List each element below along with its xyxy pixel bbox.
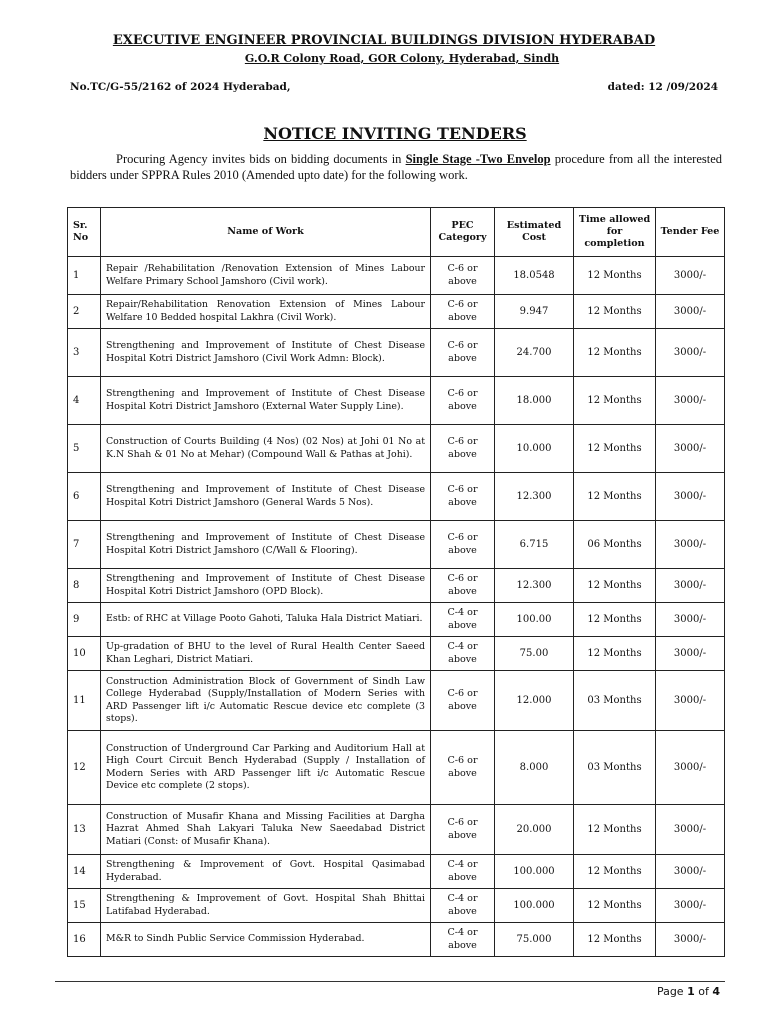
- cell-sr-no: 8: [68, 569, 101, 603]
- cell-tender-fee: 3000/-: [656, 855, 725, 889]
- cell-tender-fee: 3000/-: [656, 257, 725, 295]
- cell-name-of-work: Construction of Musafir Khana and Missing Facilities at Dargha Hazrat Ahmed Shah Lakyari Taluka New Saeedabad District Matiari (Const: of Musafir Khana).: [101, 805, 431, 855]
- table-row: [68, 805, 725, 855]
- cell-pec-category: C-6 or above: [431, 473, 495, 521]
- cell-estimated-cost: 75.00: [495, 637, 574, 671]
- cell-name-of-work: Up-gradation of BHU to the level of Rural Health Center Saeed Khan Leghari, District Matiari.: [101, 637, 431, 671]
- cell-name-of-work: Strengthening and Improvement of Institute of Chest Disease Hospital Kotri District Jamshoro (Civil Work Admn: Block).: [101, 329, 431, 377]
- cell-pec-category: C-4 or above: [431, 637, 495, 671]
- cell-time-allowed: 12 Months: [574, 569, 656, 603]
- cell-sr-no: 16: [68, 923, 101, 957]
- cell-estimated-cost: 100.00: [495, 603, 574, 637]
- cell-time-allowed: 12 Months: [574, 425, 656, 473]
- cell-tender-fee: 3000/-: [656, 671, 725, 731]
- table-row: [68, 425, 725, 473]
- cell-name-of-work: Strengthening & Improvement of Govt. Hospital Shah Bhittai Latifabad Hyderabad.: [101, 889, 431, 923]
- cell-time-allowed: 12 Months: [574, 923, 656, 957]
- footer-divider: [55, 981, 725, 982]
- cell-tender-fee: 3000/-: [656, 603, 725, 637]
- header-estimated-cost: Estimated Cost: [495, 208, 574, 257]
- cell-estimated-cost: 8.000: [495, 731, 574, 805]
- cell-time-allowed: 06 Months: [574, 521, 656, 569]
- cell-name-of-work: Repair/Rehabilitation Renovation Extension of Mines Labour Welfare 10 Bedded hospital Lakhra (Civil Work).: [101, 295, 431, 329]
- cell-pec-category: C-6 or above: [431, 257, 495, 295]
- cell-name-of-work: Strengthening & Improvement of Govt. Hospital Qasimabad Hyderabad.: [101, 855, 431, 889]
- cell-estimated-cost: 12.300: [495, 473, 574, 521]
- table-header-row: [68, 208, 725, 257]
- cell-tender-fee: 3000/-: [656, 377, 725, 425]
- cell-pec-category: C-6 or above: [431, 671, 495, 731]
- cell-name-of-work: Estb: of RHC at Village Pooto Gahoti, Taluka Hala District Matiari.: [101, 603, 431, 637]
- cell-time-allowed: 12 Months: [574, 295, 656, 329]
- table-body: [68, 257, 725, 957]
- page-of: of: [698, 985, 709, 998]
- cell-tender-fee: 3000/-: [656, 637, 725, 671]
- cell-sr-no: 4: [68, 377, 101, 425]
- table-row: [68, 671, 725, 731]
- page-number: [657, 985, 720, 998]
- cell-tender-fee: 3000/-: [656, 425, 725, 473]
- cell-name-of-work: Strengthening and Improvement of Institute of Chest Disease Hospital Kotri District Jamshoro (C/Wall & Flooring).: [101, 521, 431, 569]
- cell-estimated-cost: 20.000: [495, 805, 574, 855]
- cell-estimated-cost: 100.000: [495, 889, 574, 923]
- reference-number: No.TC/G-55/2162 of 2024 Hyderabad,: [70, 81, 291, 93]
- cell-tender-fee: 3000/-: [656, 569, 725, 603]
- cell-pec-category: C-6 or above: [431, 425, 495, 473]
- page-current: 1: [687, 985, 695, 998]
- intro-text-2: procedure from all the interested bidders under SPPRA Rules 2010 (Amended upto date) for the following work.: [70, 152, 723, 182]
- cell-estimated-cost: 24.700: [495, 329, 574, 377]
- table-row: [68, 923, 725, 957]
- cell-pec-category: C-6 or above: [431, 805, 495, 855]
- cell-name-of-work: Construction of Underground Car Parking and Auditorium Hall at High Court Circuit Bench Hyderabad (Supply / Installation of Modern Series with ARD Passenger lift i/c Automatic Rescue Device etc complete (2 stops).: [101, 731, 431, 805]
- table-row: [68, 637, 725, 671]
- cell-pec-category: C-4 or above: [431, 855, 495, 889]
- cell-sr-no: 9: [68, 603, 101, 637]
- cell-time-allowed: 12 Months: [574, 329, 656, 377]
- cell-tender-fee: 3000/-: [656, 731, 725, 805]
- cell-sr-no: 11: [68, 671, 101, 731]
- cell-name-of-work: Strengthening and Improvement of Institute of Chest Disease Hospital Kotri District Jamshoro (General Wards 5 Nos).: [101, 473, 431, 521]
- cell-pec-category: C-6 or above: [431, 569, 495, 603]
- cell-sr-no: 15: [68, 889, 101, 923]
- cell-tender-fee: 3000/-: [656, 473, 725, 521]
- cell-sr-no: 12: [68, 731, 101, 805]
- cell-sr-no: 2: [68, 295, 101, 329]
- cell-estimated-cost: 12.000: [495, 671, 574, 731]
- cell-sr-no: 10: [68, 637, 101, 671]
- cell-pec-category: C-6 or above: [431, 295, 495, 329]
- cell-sr-no: 6: [68, 473, 101, 521]
- table-row: [68, 329, 725, 377]
- cell-estimated-cost: 10.000: [495, 425, 574, 473]
- page-total: 4: [712, 985, 720, 998]
- table-row: [68, 473, 725, 521]
- cell-time-allowed: 12 Months: [574, 473, 656, 521]
- cell-sr-no: 1: [68, 257, 101, 295]
- cell-estimated-cost: 75.000: [495, 923, 574, 957]
- cell-time-allowed: 12 Months: [574, 377, 656, 425]
- cell-time-allowed: 12 Months: [574, 257, 656, 295]
- table-row: [68, 521, 725, 569]
- page-label: Page: [656, 985, 684, 998]
- intro-paragraph: [70, 151, 722, 183]
- cell-estimated-cost: 18.000: [495, 377, 574, 425]
- cell-time-allowed: 12 Months: [574, 637, 656, 671]
- table-row: [68, 257, 725, 295]
- cell-pec-category: C-4 or above: [431, 603, 495, 637]
- cell-time-allowed: 12 Months: [574, 603, 656, 637]
- table-row: [68, 889, 725, 923]
- cell-pec-category: C-6 or above: [431, 731, 495, 805]
- cell-pec-category: C-4 or above: [431, 923, 495, 957]
- office-title: EXECUTIVE ENGINEER PROVINCIAL BUILDINGS DIVISION HYDERABAD: [112, 33, 656, 48]
- cell-estimated-cost: 9.947: [495, 295, 574, 329]
- cell-pec-category: C-6 or above: [431, 521, 495, 569]
- cell-tender-fee: 3000/-: [656, 295, 725, 329]
- notice-title: NOTICE INVITING TENDERS: [263, 124, 527, 143]
- cell-time-allowed: 03 Months: [574, 731, 656, 805]
- cell-name-of-work: Strengthening and Improvement of Institute of Chest Disease Hospital Kotri District Jamshoro (OPD Block).: [101, 569, 431, 603]
- intro-text-1: Procuring Agency invites bids on bidding documents in: [116, 152, 402, 166]
- cell-name-of-work: Construction Administration Block of Government of Sindh Law College Hyderabad (Supply/Installation of Modern Series with ARD Passenger lift i/c Automatic Rescue device etc complete (3 stops).: [101, 671, 431, 731]
- cell-tender-fee: 3000/-: [656, 923, 725, 957]
- header-sr-no: Sr. No: [68, 208, 101, 257]
- tenders-table: [67, 207, 725, 957]
- intro-highlight: Single Stage -Two Envelop: [405, 152, 551, 166]
- header-time-allowed: Time allowed for completion: [574, 208, 656, 257]
- header-tender-fee: Tender Fee: [656, 208, 725, 257]
- cell-time-allowed: 12 Months: [574, 805, 656, 855]
- cell-tender-fee: 3000/-: [656, 889, 725, 923]
- header-name-of-work: Name of Work: [101, 208, 431, 257]
- cell-estimated-cost: 18.0548: [495, 257, 574, 295]
- cell-time-allowed: 12 Months: [574, 855, 656, 889]
- cell-sr-no: 7: [68, 521, 101, 569]
- cell-tender-fee: 3000/-: [656, 805, 725, 855]
- cell-sr-no: 14: [68, 855, 101, 889]
- header-pec-category: PEC Category: [431, 208, 495, 257]
- cell-estimated-cost: 100.000: [495, 855, 574, 889]
- cell-time-allowed: 03 Months: [574, 671, 656, 731]
- table-row: [68, 603, 725, 637]
- table-row: [68, 569, 725, 603]
- table-row: [68, 731, 725, 805]
- cell-sr-no: 13: [68, 805, 101, 855]
- cell-estimated-cost: 6.715: [495, 521, 574, 569]
- cell-name-of-work: Repair /Rehabilitation /Renovation Extension of Mines Labour Welfare Primary School Jamshoro (Civil work).: [101, 257, 431, 295]
- notice-date: dated: 12 /09/2024: [607, 81, 718, 93]
- cell-pec-category: C-6 or above: [431, 329, 495, 377]
- cell-name-of-work: Strengthening and Improvement of Institute of Chest Disease Hospital Kotri District Jamshoro (External Water Supply Line).: [101, 377, 431, 425]
- cell-tender-fee: 3000/-: [656, 521, 725, 569]
- table-row: [68, 855, 725, 889]
- cell-name-of-work: M&R to Sindh Public Service Commission Hyderabad.: [101, 923, 431, 957]
- cell-pec-category: C-4 or above: [431, 889, 495, 923]
- cell-time-allowed: 12 Months: [574, 889, 656, 923]
- cell-name-of-work: Construction of Courts Building (4 Nos) (02 Nos) at Johi 01 No at K.N Shah & 01 No at Mehar) (Compound Wall & Pathas at Johi).: [101, 425, 431, 473]
- office-address: G.O.R Colony Road, GOR Colony, Hyderabad, Sindh: [244, 52, 560, 65]
- cell-sr-no: 5: [68, 425, 101, 473]
- table-row: [68, 377, 725, 425]
- cell-pec-category: C-6 or above: [431, 377, 495, 425]
- cell-sr-no: 3: [68, 329, 101, 377]
- cell-estimated-cost: 12.300: [495, 569, 574, 603]
- cell-tender-fee: 3000/-: [656, 329, 725, 377]
- table-row: [68, 295, 725, 329]
